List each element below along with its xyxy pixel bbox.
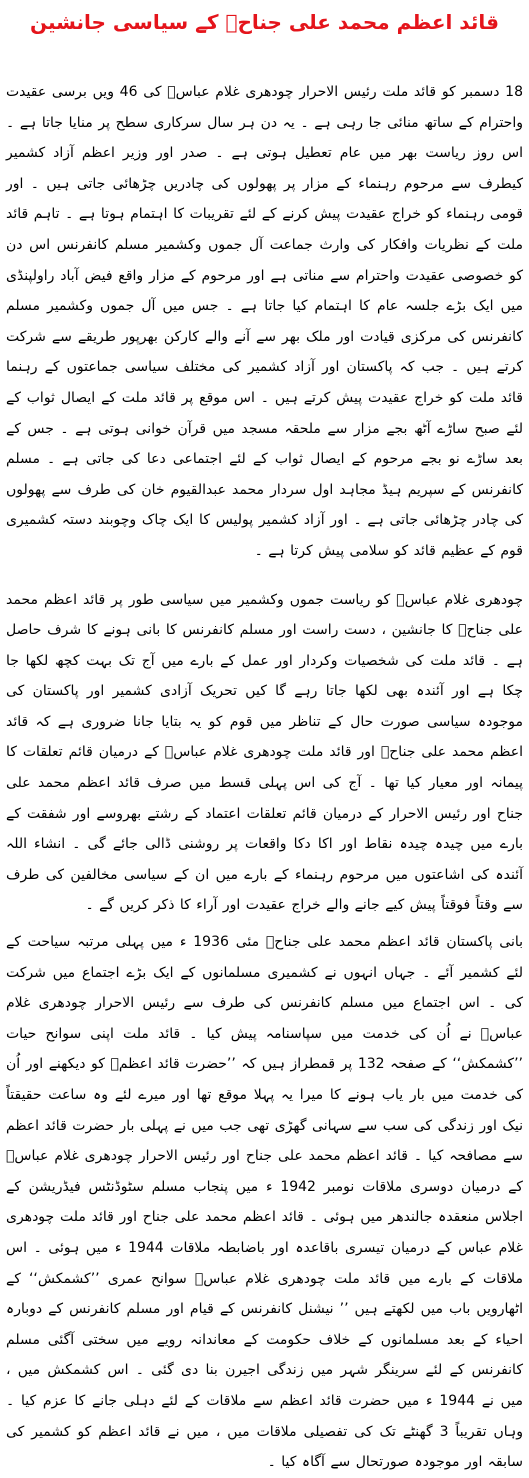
article-title: قائد اعظم محمد علی جناحؒ کے سیاسی جانشین (30, 10, 499, 34)
article-paragraph: 18 دسمبر کو قائد ملت رئیس الاحرار چودھری غلام عباسؒ کی 46 ویں برسی عقیدت واحترام کے ساتھ منائی جا رہی ہے ۔ یہ دن ہر سال سرکاری سطح پر منایا جاتا ہے ۔ اس روز ریاست بھر میں عام تعطیل ہوتی ہے ۔ صدر اور وزیر اعظم آزاد کشمیر کیطرف سے مرحوم رہنماء کے مزار پر پھولوں کی چادریں چڑھائی جاتی ہیں ۔ اور قومی رہنماء کو خراج عقیدت پیش کرنے کے لئے تقریبات کا اہتمام ہوتا ہے ۔ تاہم قائد ملت کے نظریات وافکار کی وارث جماعت آل جموں وکشمیر مسلم کانفرنس اس دن کو خصوصی عقیدت واحترام سے مناتی ہے اور مرحوم کے مزار واقع فیض آباد راولپنڈی میں ایک بڑے جلسہ عام کا اہتمام کیا جاتا ہے ۔ جس میں آل جموں وکشمیر مسلم کانفرنس کی مرکزی قیادت اور ملک بھر سے آنے والے کارکن بھرپور طریقے سے شرکت کرتے ہیں ۔ جب کہ پاکستان اور آزاد کشمیر کی مختلف سیاسی جماعتوں کے رہنما قائد ملت کو خراج عقیدت پیش کرتے ہیں ۔ اس موقع پر قائد ملت کے ایصال ثواب کے لئے صبح ساڑے آٹھ بجے مزار سے ملحقہ مسجد میں قرآن خوانی ہوتی ہے ۔ جس کے بعد ساڑے نو بجے مرحوم کے ایصال ثواب کے لئے اجتماعی دعا کی جاتی ہے ۔ مسلم کانفرنس کے سپریم ہیڈ مجاہد اول سردار محمد عبدالقیوم خان کی طرف سے پھولوں کی چادر چڑھائی جاتی ہے ۔ اور آزاد کشمیر پولیس کا ایک چاک وچوبند دستہ کشمیری قوم کے عظیم قائد کو سلامی پیش کرتا ہے ۔ (6, 84, 523, 559)
article-paragraph: بانی پاکستان قائد اعظم محمد علی جناحؒ مئی 1936 ء میں پہلی مرتبہ سیاحت کے لئے کشمیر آئے ۔ جہاں انہوں نے کشمیری مسلمانوں کے ایک بڑے اجتماع میں شرکت کی ۔ اس اجتماع میں مسلم کانفرنس کی طرف سے رئیس الاحرار چودھری غلام عباسؒ نے اُن کی خدمت میں سپاسنامہ پیش کیا ۔ قائد ملت اپنی سوانح حیات ’’کشمکش‘‘ کے صفحہ 132 پر قمطراز ہیں کہ ’’حضرت قائد اعظمؒ کو دیکھنے اور اُن کی خدمت میں بار یاب ہونے کا میرا یہ پہلا موقع تھا اور میرے لئے وہ ساعت حقیقتاً نیک اور زندگی کی سب سے سہانی گھڑی تھی جب میں نے پہلی بار حضرت قائد اعظم سے مصافحہ کیا ۔ قائد اعظم محمد علی جناح اور رئیس الاحرار چودھری غلام عباسؒ کے درمیان دوسری ملاقات نومبر 1942 ء میں پنجاب مسلم سٹوڈنٹس فیڈریشن کے اجلاس منعقدہ جالندھر میں ہوئی ۔ قائد اعظم محمد علی جناح اور قائد ملت چودھری غلام عباس کے درمیان تیسری باقاعدہ اور باضابطہ ملاقات 1944 ء میں ہوئی ۔ اس ملاقات کے بارے میں قائد ملت چودھری غلام عباسؒ سوانح عمری ’’کشمکش‘‘ کے اٹھارویں باب میں لکھتے ہیں ’’ نیشنل کانفرنس کے قیام اور مسلم کانفرنس کے دوبارہ احیاء کے بعد مسلمانوں کے خلاف حکومت کے معاندانہ رویے میں سختی آگئی مسلم کانفرنس کے لئے سرینگر شہر میں زندگی اجیرن بنا دی گئی ۔ اس کشمکش میں ، میں نے 1944 ء میں حضرت قائد اعظم سے ملاقات کے لئے دہلی جانے کا عزم کیا ۔ وہاں تقریباً 3 گھنٹے تک کی تفصیلی ملاقات میں ، میں نے قائد اعظم کو کشمیر کی سابقہ اور موجودہ صورتحال سے آگاہ کیا ۔ (6, 934, 524, 1471)
article-paragraph: چودھری غلام عباسؒ کو ریاست جموں وکشمیر میں سیاسی طور پر قائد اعظم محمد علی جناحؒ کا جانشین ، دست راست اور مسلم کانفرنس کا بانی ہونے کا شرف حاصل ہے ۔ قائد ملت کی شخصیات وکردار اور عمل کے بارے میں آج تک بہت کچھ لکھا جا چکا ہے اور آئندہ بھی لکھا جاتا رہے گا کیں تحریک آزادی کشمیر اور پاکستان کی موجودہ سیاسی صورت حال کے تناظر میں قوم کو یہ بتایا جانا ضروری ہے کہ قائد اعظم محمد علی جناحؒ اور قائد ملت چودھری غلام عباسؒ کے درمیان قائم تعلقات کا پیمانہ اور معیار کیا تھا ۔ آج کی اس پہلی قسط میں صرف قائد اعظم محمد علی جناح اور رئیس الاحرار کے درمیان قائم تعلقات اعتماد کے رشتے بھروسے اور شفقت کے بارے میں چیدہ چیدہ نقاط اور اکا دکا واقعات پر روشنی ڈالی جائے گی ۔ انشاء اللہ آئندہ کی اشاعتوں میں مرحوم رہنماء کے بارے میں ان کے سیاسی مخالفین کی طرف سے وقتاً فوقتاً پیش کیے جانے والے خراج عقیدت اور آراء کا ذکر کریں گے ۔ (6, 591, 523, 914)
paragraph-spacer (6, 567, 523, 585)
